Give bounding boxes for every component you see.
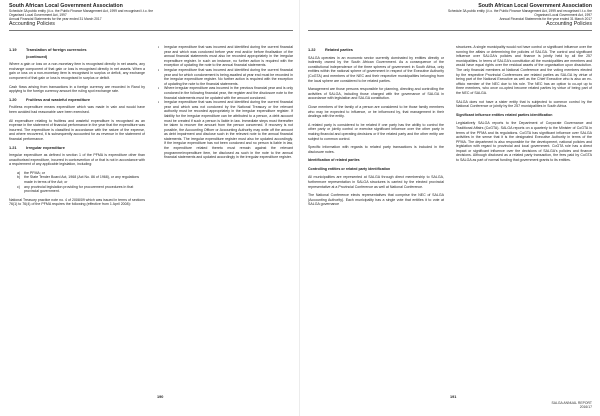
page-header [9,3,293,45]
right-column-1 [308,45,444,211]
paragraph: Where a gain or loss on a non-monetary item is recognised directly in net assets, any exchange component of that gain or loss is recognised directly in net assets. When a gain or loss on a non-monetary item is recognised in surplus or deficit, any exchange component of that gain or loss is recognised in surplus or deficit. [9,62,145,80]
section-heading [9,48,145,53]
left-column-1 [9,45,145,211]
footer-report-year: 2016/17 [579,405,592,410]
paragraph: All municipalities are represented at SALGA through direct membership to SALGA, furthermore representation in SALGA structures is carried by the elected provincial representative at a Provincial Conference as well at National Conference. [308,175,444,189]
page-number: 191 [450,395,457,399]
paragraph: SALGA operates in an economic sector currently dominated by entities directly or indirectly owned by the South African Government. As a consequence of the constitutional independence of the three spheres of government in South Africa, only entities within the national sphere of government in respect of the Executive Authority (CoGTA) and members of the NEC and their respective municipalities belonging from the local sphere are considered to be related parties. [308,55,444,83]
header-act: Organised Local Government Act, 1997 [534,13,592,18]
header-act: Organised Local Government Act, 1997 [9,13,67,18]
section-title: Fruitless and wasteful expenditure [26,96,90,102]
section-number: 1.20 [9,96,17,102]
subsection-title: Significant influence entities related parties identification [456,112,553,117]
paragraph: All expenditure relating to fruitless and wasteful expenditure is recognised as an expense in the statement of financial performance in the year that the expenditure was incurred. The expenditure is classified in accordance with the nature of the expense, and where recovered, it is subsequently accounted for as revenue in the statement of financial performance. [9,118,145,141]
header-schedule: Schedule 3A public entity (i.t.o. the Public Finance Management Act, 1999 and recognised i.t.o. the [447,9,592,14]
header-section: Accounting Policies [9,21,55,28]
footer-report-name: SALGA ANNUAL REPORT [551,401,592,405]
subsection-title: Controlling entities or related party identification [308,166,391,171]
bullet-item: ▪ Irregular expenditure that was incurred and identified during the current financial year and which was not condoned by the National Treasury or the relevant authority must be recorded appropriately in the irregular expenditure register. If liability for the irregular expenditure can be attributed to a person, a debt account must be created if such a person is liable in law. Immediate steps must thereafter be taken to recover the amount from the person concerned. If recovery is not possible, the Accounting Officer or Accounting Authority may write off the amount as debt impairment and disclose such in the relevant note to the annual financial statements. The irregular expenditure register must also be updated accordingly. If the irregular expenditure has not been condoned and no person is liable in law, the expenditure related thereto must remain against the relevant programme/expenditure item, be disclosed as such in the note to the annual financial statements and updated accordingly in the irregular expenditure register. [164,100,293,160]
list-item [17,175,145,184]
page-number: 190 [157,395,164,399]
header-title: South African Local Government Association [478,3,592,9]
list-marker: c) [17,184,20,189]
paragraph: structures. A single municipality would not have control or significant influence over the running the affairs or determining the policies of SALGA. The control and significant influence over SALGA's policies and finance is jointly held by all the 257 municipalities. In terms of SALGA's constitution all the municipalities are members and would have equal rights over the residual assets of the organisation upon dissolution. The only financial members at National Conference and the voting members elected by the respective Provincial Conferences are related parties as SALGA by virtue of being part of the National Executive as well as the Chief Executive who is also an ex-officio member of the NEC due to his role. The NEC has an option to co-opt up to three members, who once co-opted become related parties by virtue of being part of the NEC of SALGA. [456,45,592,95]
header-period: Annual Financial Statements for the year ended 31 March 2017 [9,17,102,22]
section-heading [9,146,145,151]
list-item-text: any provincial legislation providing for procurement procedures in that provincial government. [24,184,134,194]
list-item-text: the State Tender Board Act, 1968 (Act No. 86 of 1968), or any regulations made in terms of the Act; or [24,175,140,185]
paragraph: Fruitless expenditure means expenditure which was made in vain and would have been avoided had reasonable care been exercised. [9,105,145,114]
section-number: 1.21 [9,144,17,150]
header-rule [9,30,293,31]
header-period: Annual Financial Statements for the year ended 31 March 2017 [499,17,592,22]
bullet-item: ▪ Where irregular expenditure was incurred in the previous financial year and is only condoned in the following financial year, the register and the disclosure note to the financial statements must be updated with the amount condoned. [164,86,293,100]
header-rule [308,30,592,31]
paragraph: Irregular expenditure as defined in section 1 of the PFMA is expenditure other than unauthorised expenditure, incurred in contravention of or that is not in accordance with a requirement of any applicable legislation, including: [9,153,145,167]
left-column-2 [157,45,293,211]
paragraph: Specific information with regards to related party transactions is included in the disclosure notes. [308,145,444,154]
paragraph: A related party is considered to be related if one party has the ability to control the other party or jointly control or exercise significant influence over the other party in making financial and operating decisions or if the related party and the other entity are subject to common control. [308,122,444,141]
bullet-item: ▪ Irregular expenditure that was incurred and identified during the current financial year and which was condoned before year end and/or before finalisation of the annual financial statements must also be recorded appropriately in the irregular expenditure register. In such an instance, no further action is required with the exception of updating the note to the annual financial statements. [164,45,293,68]
header-title: South African Local Government Association [9,3,123,9]
header-schedule: Schedule 3A public entity (i.t.o. the Public Finance Management Act, 1999 and recognised i.t.o. the [9,9,154,14]
section-heading [9,98,145,103]
paragraph: Legislatively SALGA reports to the Department of Corporate Governance and Traditional Affairs (CoGTA). SALGA reports on a quarterly to the Minister of CoGTA in terms of the PFMA and its regulations. CoGTA has significant influence over SALGA activities in the sense that it is the designated Executive Authority in terms of the PFMA. The department is also responsible for the development, national policies and legislation with regard to provincial and local government. CoGTA role has a direct impact or significant influence over the decisions of SALGA's policies and finance decisions. Although disclosed as a related party transaction, the fees paid by CoGTA to SALGA as part of normal funding that government grants to its entities. [456,121,592,163]
section-title: Irregular expenditure [26,144,65,150]
list-marker: b) [17,175,21,180]
section-number: 1.22 [308,47,316,52]
paragraph: Management are those persons responsible for planning, directing and controlling the activities of SALGA, including those charged with the governance of SALGA in accordance with legislation and SALGA constitution. [308,87,444,101]
paragraph: Cash flows arising from transactions in a foreign currency are recorded in Rand by applying to the foreign currency amount the ruling spot exchange rate. [9,84,145,94]
list-item [17,185,145,194]
paragraph: SALGA does not have a sister entity that is subjected to common control by the National Conference or jointly by the 257 municipalities in South Africa. [456,99,592,109]
practice-note-list [157,45,293,160]
header-section: Accounting Policies [546,21,592,28]
right-column-2 [456,45,592,211]
list-marker: a) [17,170,21,175]
legislation-list [9,171,145,194]
paragraph: Close members of the family of a person are considered to be those family members who may be expected to influence, or be influenced by, that management in their dealings with the entity. [308,104,444,119]
report-footer [551,401,592,410]
paragraph: National Treasury practice note no. 4 of 2008/09 which was issued in terms of sections 76(1) to 76(4) of the PFMA requires the following (effective from 1 April 2008): [9,197,145,207]
right-page [300,0,600,416]
bullet-item: ▪ Irregular expenditure that was incurred and identified during the current financial year and for which condonement is being awaited at year end must be recorded in the irregular expenditure register. No further action is required with the exception of updating the note to the financial statements. [164,68,293,86]
section-title: Translation of foreign currencies [26,47,87,52]
section-title: Related parties [325,47,353,52]
section-number: 1.19 [9,47,17,52]
section-title-continued: (continued) [26,53,48,59]
paragraph: The National Conference elects representatives that comprise the NEC of SALGA (Accounting Authority). Each municipality has a single vote that entitles it to vote at SALGA governance [308,193,444,207]
subsection-title: Identification of related parties [308,158,360,163]
section-heading [308,48,444,53]
page-header [308,3,592,45]
list-item-text: the PFMA; or [24,170,45,175]
